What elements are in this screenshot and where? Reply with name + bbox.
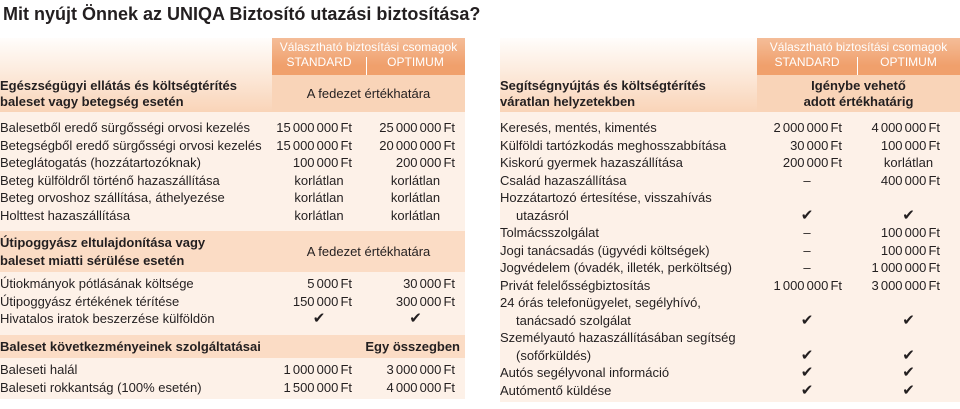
row-label xyxy=(500,242,757,260)
standard-package-label: STANDARD xyxy=(286,55,352,69)
optimum-package-label: OPTIMUM xyxy=(387,55,444,69)
row-label-line: Beteg külföldről történő hazaszállítása xyxy=(0,172,220,188)
package-names xyxy=(272,55,465,70)
coverage-limit-heading-line: adott értékhatárig xyxy=(803,94,914,109)
section-band xyxy=(0,335,465,359)
section-value-heading: Egy összegben xyxy=(365,338,460,354)
optimum-value: korlátlan xyxy=(390,207,441,223)
standard-value: 30 000 Ft xyxy=(790,137,842,153)
standard-value: 1 000 000 Ft xyxy=(283,362,352,377)
row-label-line: tanácsadó szolgálat xyxy=(516,312,631,328)
table-rows xyxy=(0,361,465,396)
table-row xyxy=(0,361,465,379)
optimum-check-icon: ✔ xyxy=(902,380,915,399)
table-row xyxy=(0,379,465,397)
row-label-line: Kiskorú gyermek hazaszállítása xyxy=(500,155,683,170)
optimum-value: 3 000 000 Ft xyxy=(871,277,940,293)
medical-coverage-table xyxy=(0,38,465,399)
standard-value: korlátlan xyxy=(294,190,344,205)
section-value-heading: A fedezet értékhatára xyxy=(306,243,431,259)
standard-check-icon: ✔ xyxy=(800,345,814,364)
row-label xyxy=(500,277,757,295)
table-row xyxy=(0,189,465,207)
row-label xyxy=(500,119,757,137)
section-heading xyxy=(0,338,272,356)
section-heading xyxy=(0,38,272,112)
section-band xyxy=(0,231,465,272)
optimum-package-label: OPTIMUM xyxy=(880,55,937,69)
row-label xyxy=(0,361,272,379)
row-label-line: Autós segélyvonal információ xyxy=(500,365,670,380)
optimum-value: korlátlan xyxy=(390,190,441,205)
optimum-value: 200 000 Ft xyxy=(395,155,455,170)
standard-value: 15 000 000 Ft xyxy=(276,120,352,135)
table-row xyxy=(0,310,465,328)
table-row xyxy=(0,207,465,225)
section-heading-line: Útipoggyász eltulajdonítása vagy xyxy=(0,235,206,250)
row-label xyxy=(0,119,272,137)
row-label xyxy=(500,189,757,224)
package-divider xyxy=(366,57,367,75)
table-rows xyxy=(500,119,960,399)
standard-value: 150 000 Ft xyxy=(292,293,352,309)
table-row xyxy=(0,275,465,293)
row-label xyxy=(500,224,757,242)
table-row xyxy=(500,119,960,137)
coverage-limit-heading-line: Igénybe vehető xyxy=(811,78,906,93)
table-header xyxy=(500,38,960,112)
table-row xyxy=(500,224,960,242)
row-label xyxy=(500,154,757,172)
row-label xyxy=(500,382,757,400)
optimum-check-icon: ✔ xyxy=(902,310,915,329)
optimum-value: 25 000 000 Ft xyxy=(379,120,455,135)
row-label xyxy=(500,259,757,277)
section-heading-line: baleset miatti sérülése esetén xyxy=(0,252,185,268)
package-names xyxy=(757,55,960,70)
row-label-line: 24 órás telefonügyelet, segélyhívó, xyxy=(500,295,701,310)
package-divider xyxy=(857,57,858,75)
row-label xyxy=(0,207,272,225)
table-rows xyxy=(0,119,465,224)
optimum-value: 30 000 Ft xyxy=(403,276,455,291)
table-row xyxy=(500,154,960,172)
section-heading-line: baleset vagy betegség esetén xyxy=(0,94,184,109)
row-label-line: Személyautó hazaszállításában segítség xyxy=(500,330,736,345)
standard-value: 200 000 Ft xyxy=(782,155,842,170)
row-label-line: Hivatalos iratok beszerzése külföldön xyxy=(0,311,215,326)
optimum-value: 1 000 000 Ft xyxy=(871,260,940,275)
standard-value: 1 000 000 Ft xyxy=(773,277,842,293)
row-label xyxy=(500,172,757,190)
optimum-value: korlátlan xyxy=(883,155,934,170)
optimum-value: 4 000 000 Ft xyxy=(386,379,455,395)
standard-value: korlátlan xyxy=(294,172,344,188)
optimum-value: 300 000 Ft xyxy=(395,293,455,309)
section-heading xyxy=(0,234,272,269)
table-row xyxy=(0,293,465,311)
row-label-line: Betegségből eredő sürgősségi orvosi kezelés xyxy=(0,137,262,153)
optimum-value: 100 000 Ft xyxy=(880,137,940,153)
row-label-line: Beteglátogatás (hozzátartozóknak) xyxy=(0,155,201,170)
table-body xyxy=(0,112,465,399)
standard-value: 100 000 Ft xyxy=(292,155,352,170)
optimum-check-icon: ✔ xyxy=(902,205,915,224)
row-label xyxy=(0,293,272,311)
optimum-check-icon: ✔ xyxy=(902,345,915,364)
row-label xyxy=(0,189,272,207)
standard-value: 1 500 000 Ft xyxy=(283,379,352,395)
optimum-value: 3 000 000 Ft xyxy=(386,362,455,377)
standard-check-icon: ✔ xyxy=(312,309,326,327)
table-row xyxy=(500,137,960,155)
row-label-line: Jogvédelem (óvadék, illeték, perköltség) xyxy=(500,260,732,275)
row-label-line: (sofőrküldés) xyxy=(516,347,592,363)
standard-value: 15 000 000 Ft xyxy=(276,137,352,153)
standard-not-included-dash: – xyxy=(803,260,811,275)
optimum-value: 400 000 Ft xyxy=(880,172,940,188)
table-row xyxy=(500,382,960,400)
row-label-line: Autómentő küldése xyxy=(500,382,612,398)
table-row xyxy=(0,137,465,155)
row-label xyxy=(0,154,272,172)
package-selector-header xyxy=(272,38,465,75)
coverage-limit-heading xyxy=(757,75,960,112)
section-heading-line: Baleset következményeinek szolgáltatásai xyxy=(0,338,261,354)
row-label-line: Család hazaszállítása xyxy=(500,172,627,188)
row-label xyxy=(500,137,757,155)
optimum-value: 100 000 Ft xyxy=(880,242,940,258)
row-label xyxy=(0,172,272,190)
table-header xyxy=(0,38,465,112)
table-row xyxy=(500,364,960,382)
table-body xyxy=(500,112,960,402)
standard-value: korlátlan xyxy=(294,207,344,223)
section-heading-line: Egészségügyi ellátás és költségtérítés xyxy=(0,78,237,93)
table-row xyxy=(0,172,465,190)
row-label-line: utazásról xyxy=(516,207,569,223)
optimum-check-icon: ✔ xyxy=(409,309,422,327)
optimum-check-icon: ✔ xyxy=(902,363,915,381)
assistance-coverage-table xyxy=(500,38,960,402)
optimum-value: 4 000 000 Ft xyxy=(871,120,940,135)
row-label-line: Balesetből eredő sürgősségi orvosi kezelés xyxy=(0,120,251,135)
package-header xyxy=(272,38,465,112)
row-label-line: Jogi tanácsadás (ügyvédi költségek) xyxy=(500,242,710,258)
standard-package-label: STANDARD xyxy=(774,55,840,69)
row-label-line: Beteg orvoshoz szállítása, áthelyezése xyxy=(0,190,225,205)
row-label xyxy=(0,310,272,328)
packages-title: Választható biztosítási csomagok xyxy=(769,40,948,54)
row-label-line: Útipoggyász értékének térítése xyxy=(0,293,180,309)
table-row xyxy=(500,242,960,260)
table-row xyxy=(500,189,960,224)
table-row xyxy=(500,172,960,190)
row-label xyxy=(500,364,757,382)
section-heading-line: Segítségnyújtás és költségtérítés xyxy=(500,78,706,93)
row-label xyxy=(0,275,272,293)
row-label-line: Tolmácsszolgálat xyxy=(500,225,599,240)
standard-value: 5 000 Ft xyxy=(307,276,352,291)
standard-check-icon: ✔ xyxy=(800,205,814,224)
row-label-line: Baleseti halál xyxy=(0,362,78,377)
section-heading xyxy=(500,38,757,112)
standard-check-icon: ✔ xyxy=(800,363,814,381)
table-rows xyxy=(0,275,465,328)
row-label-line: Keresés, mentés, kimentés xyxy=(500,120,657,135)
table-row xyxy=(0,119,465,137)
optimum-value: 20 000 000 Ft xyxy=(379,137,455,153)
section-heading-line: váratlan helyzetekben xyxy=(500,94,636,109)
row-label xyxy=(0,137,272,155)
table-row xyxy=(500,329,960,364)
row-label xyxy=(500,329,757,364)
standard-not-included-dash: – xyxy=(803,242,811,258)
table-row xyxy=(0,154,465,172)
row-label-line: Hozzátartozó értesítése, visszahívás xyxy=(500,190,712,205)
table-row xyxy=(500,277,960,295)
row-label-line: Baleseti rokkantság (100% esetén) xyxy=(0,379,202,395)
table-row xyxy=(500,259,960,277)
standard-not-included-dash: – xyxy=(803,225,811,240)
standard-not-included-dash: – xyxy=(803,172,811,188)
optimum-value: 100 000 Ft xyxy=(880,225,940,240)
packages-title: Választható biztosítási csomagok xyxy=(279,40,458,54)
package-selector-header xyxy=(757,38,960,75)
row-label-line: Külföldi tartózkodás meghosszabbítása xyxy=(500,137,727,153)
table-row xyxy=(500,294,960,329)
table-section xyxy=(0,335,465,397)
optimum-value: korlátlan xyxy=(390,172,441,188)
table-section xyxy=(0,231,465,328)
page-title: Mit nyújt Önnek az UNIQA Biztosító utazási biztosítása? xyxy=(3,4,481,24)
row-label xyxy=(0,379,272,397)
row-label-line: Privát felelősségbiztosítás xyxy=(500,277,651,293)
standard-value: 2 000 000 Ft xyxy=(773,120,842,135)
standard-check-icon: ✔ xyxy=(800,310,814,329)
package-header xyxy=(757,38,960,112)
row-label xyxy=(500,294,757,329)
row-label-line: Holttest hazaszállítása xyxy=(0,207,131,223)
coverage-limit-heading: A fedezet értékhatára xyxy=(272,75,465,112)
standard-check-icon: ✔ xyxy=(800,380,814,399)
row-label-line: Útiokmányok pótlásának költsége xyxy=(0,276,194,291)
